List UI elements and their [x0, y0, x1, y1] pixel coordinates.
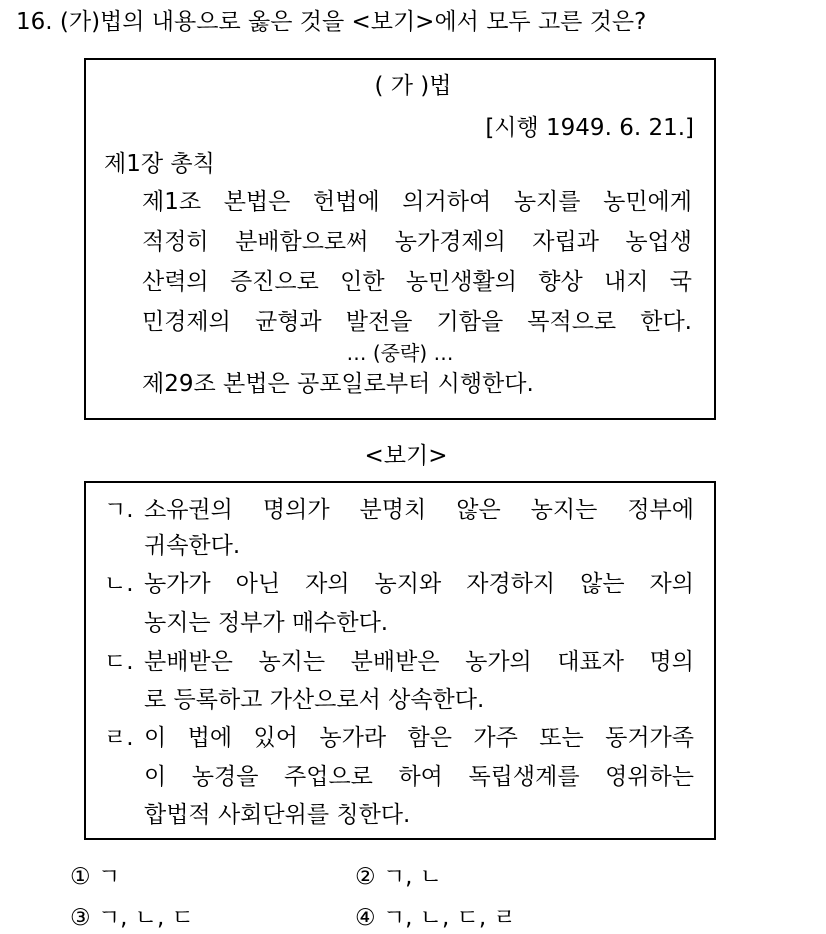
choice-text: ㄱ, ㄴ, ㄷ — [97, 905, 194, 931]
chapter-heading: 제1장 총칙 — [104, 151, 215, 177]
question-title: 16. (가)법의 내용으로 옳은 것을 <보기>에서 모두 고른 것은? — [16, 9, 647, 35]
bogi-marker-nieun: ㄴ. — [104, 571, 134, 597]
omission-mark: … (중략) … — [346, 341, 454, 365]
bogi-item-line: 소유권의 명의가 분명치 않은 농지는 정부에 — [144, 497, 694, 523]
choice-1[interactable] — [70, 862, 120, 892]
bogi-item-line: 분배받은 농지는 분배받은 농가의 대표자 명의 — [144, 649, 694, 675]
law-heading: ( 가 )법 — [374, 73, 452, 99]
bogi-marker-rieul: ㄹ. — [104, 725, 134, 751]
article-1-line: 산력의 증진으로 인한 농민생활의 향상 내지 국 — [142, 269, 692, 295]
choice-3[interactable] — [70, 903, 194, 933]
bogi-label: <보기> — [364, 443, 448, 469]
bogi-item-line: 합법적 사회단위를 칭한다. — [144, 802, 411, 828]
choice-text: ㄱ — [97, 864, 121, 890]
bogi-item-line: 이 농경을 주업으로 하여 독립생계를 영위하는 — [144, 764, 694, 790]
bogi-marker-digeut: ㄷ. — [104, 649, 134, 675]
choice-2[interactable] — [355, 862, 442, 892]
bogi-item-line: 로 등록하고 가산으로서 상속한다. — [144, 687, 485, 713]
choice-number: ② — [355, 864, 376, 890]
choice-number: ④ — [355, 905, 376, 931]
article-29: 제29조 본법은 공포일로부터 시행한다. — [142, 371, 534, 397]
bogi-item-line: 농가가 아닌 자의 농지와 자경하지 않는 자의 — [144, 571, 694, 597]
article-1-line: 적정히 분배함으로써 농가경제의 자립과 농업생 — [142, 229, 692, 255]
bogi-item-line: 이 법에 있어 농가라 함은 가주 또는 동거가족 — [144, 725, 694, 751]
choice-text: ㄱ, ㄴ — [382, 864, 442, 890]
choice-number: ① — [70, 864, 91, 890]
bogi-item-line: 귀속한다. — [144, 533, 241, 559]
choice-4[interactable] — [355, 903, 516, 933]
article-1-line: 민경제의 균형과 발전을 기함을 목적으로 한다. — [142, 309, 692, 335]
enforcement-date: [시행 1949. 6. 21.] — [485, 115, 694, 141]
bogi-marker-giyeok: ㄱ. — [104, 497, 134, 523]
article-1-line: 제1조 본법은 헌법에 의거하여 농지를 농민에게 — [142, 189, 692, 215]
choice-text: ㄱ, ㄴ, ㄷ, ㄹ — [382, 905, 516, 931]
choice-number: ③ — [70, 905, 91, 931]
bogi-item-line: 농지는 정부가 매수한다. — [144, 610, 389, 636]
